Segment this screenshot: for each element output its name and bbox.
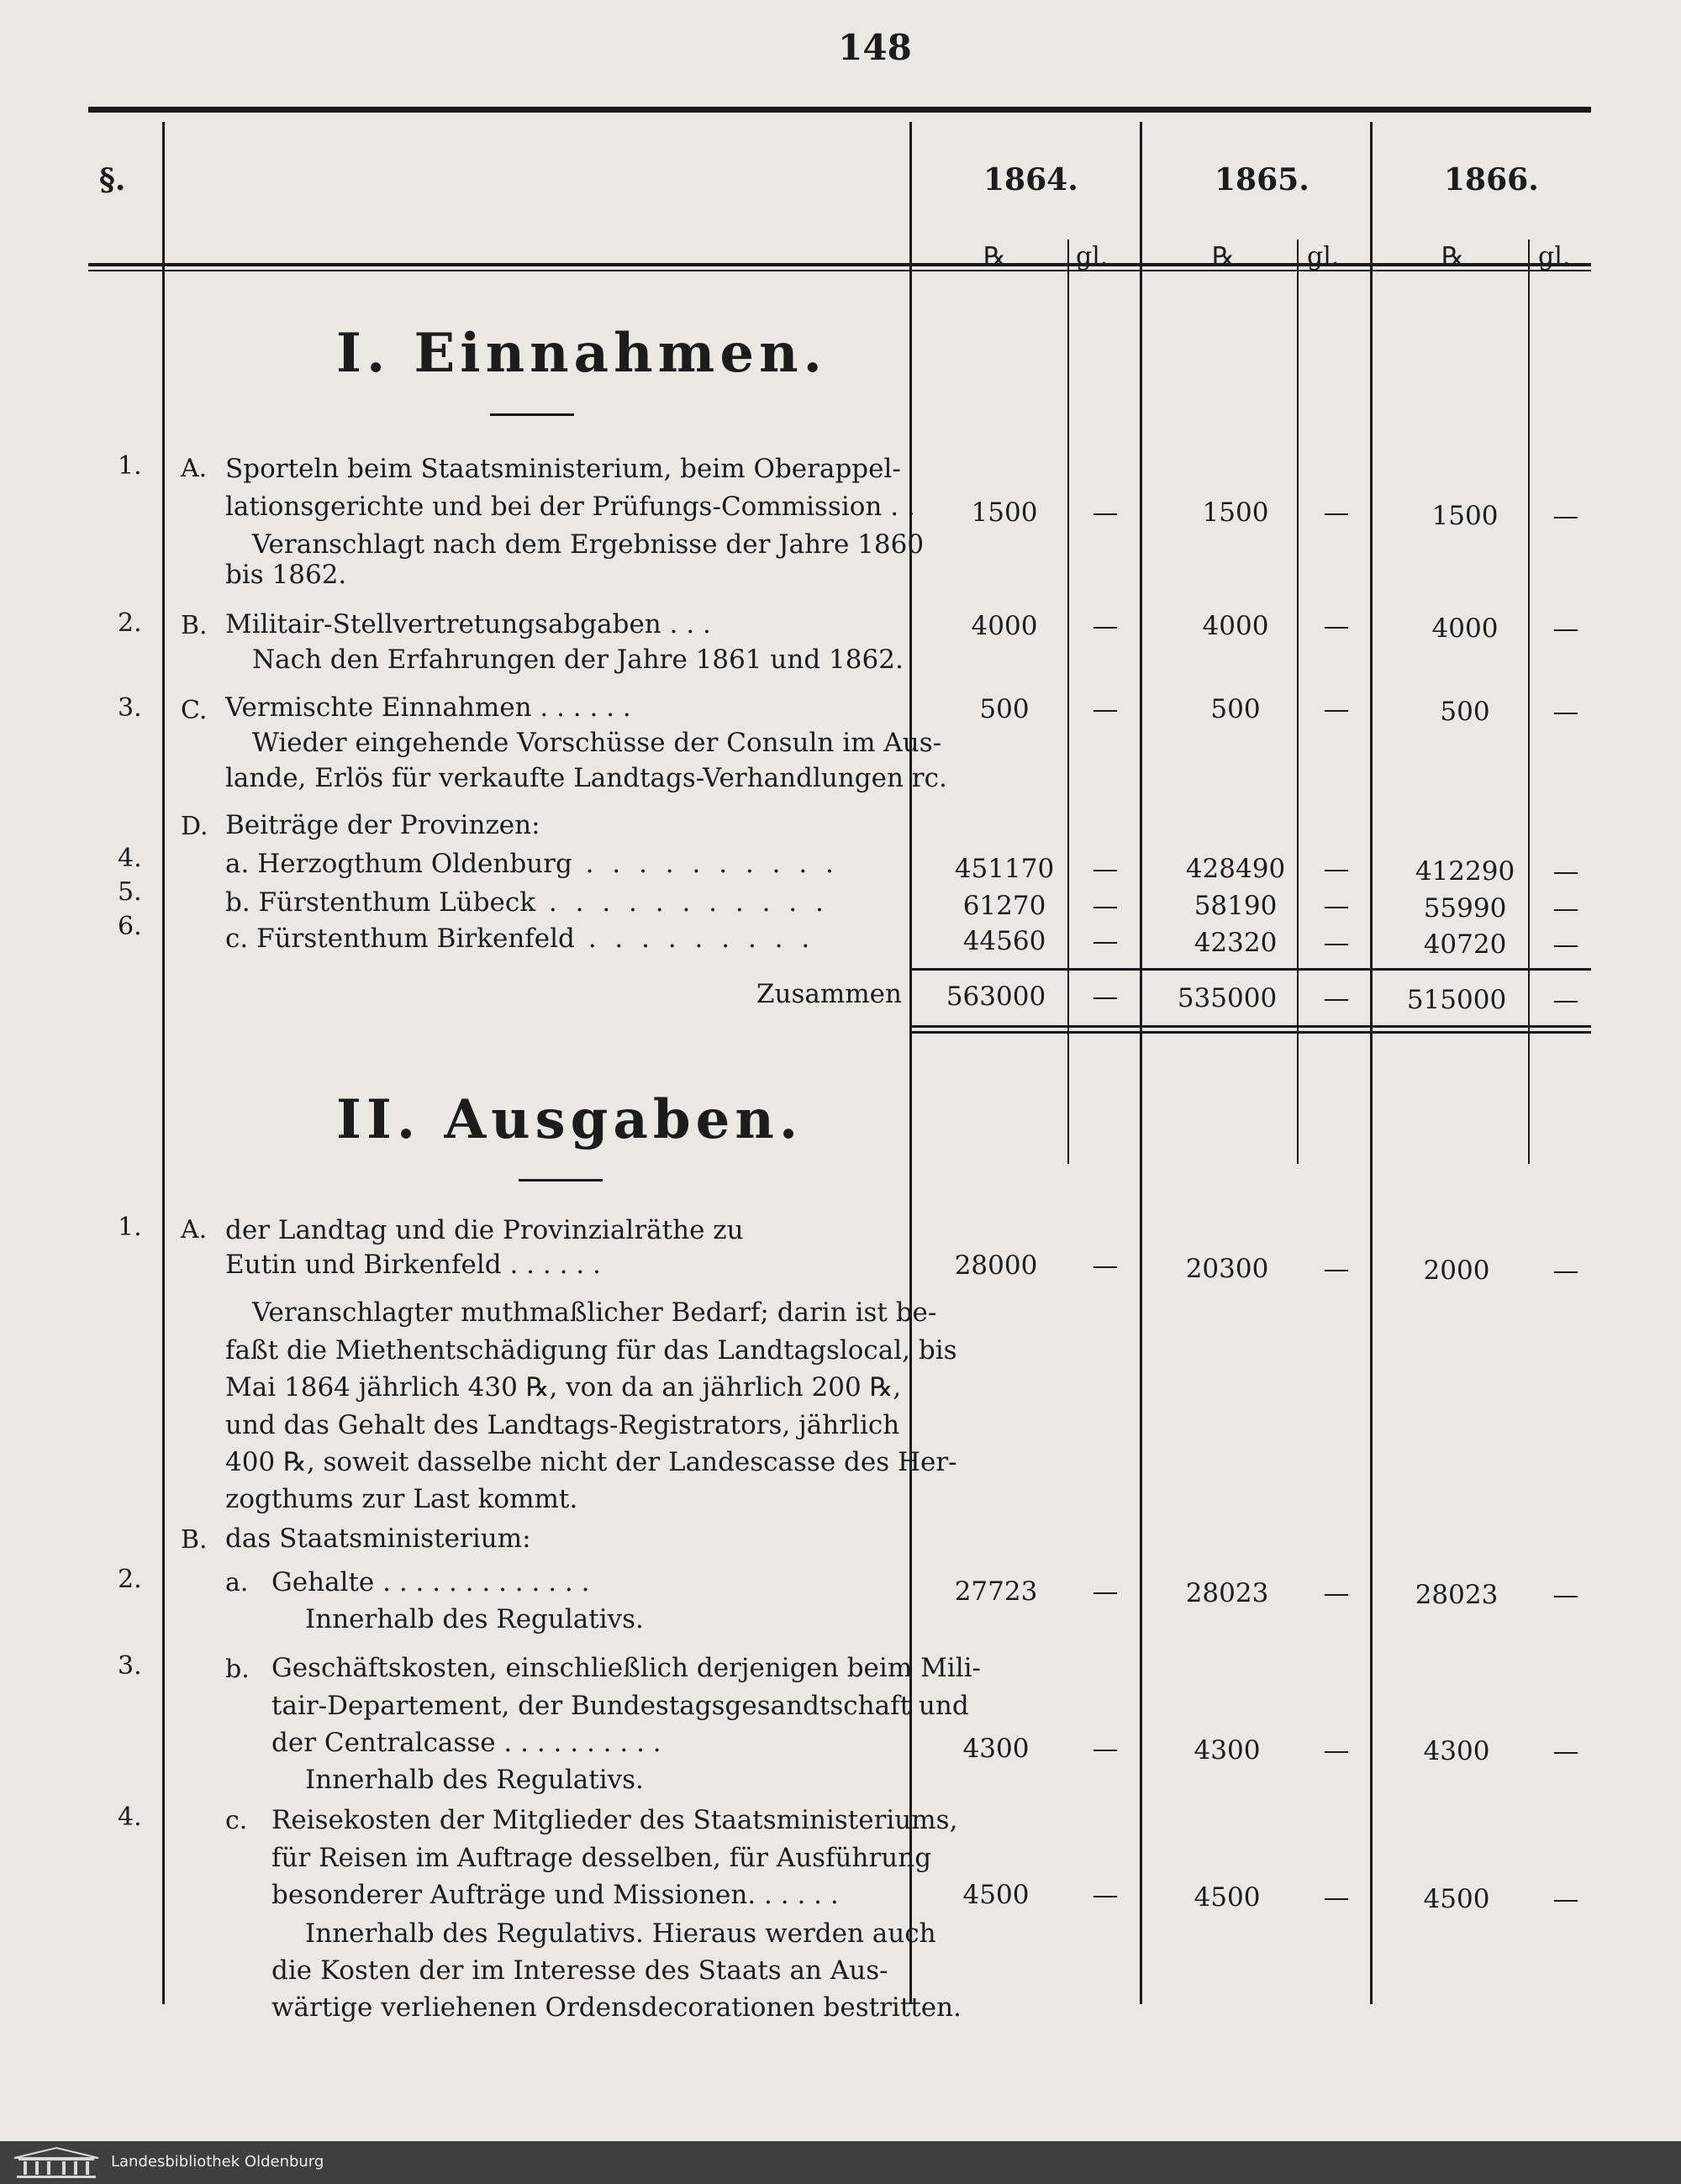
income-row-6-label: c. Fürstenthum Birkenfeld — [225, 924, 575, 954]
income-row-6-1864-gl: — — [1092, 926, 1119, 956]
income-row-3-line-2: Wieder eingehende Vorschüsse der Consuln im Aus- — [252, 728, 942, 758]
expense-row-1-line-5: Mai 1864 jährlich 430 ℞, von da an jährlich 200 ℞, — [225, 1372, 902, 1402]
expense-row-4-1866: 4500 — [1423, 1884, 1490, 1914]
income-row-4-1864-gl: — — [1092, 854, 1119, 884]
income-row-3-1865: 500 — [1210, 694, 1261, 724]
expense-row-2-1866-gl: — — [1552, 1580, 1579, 1610]
income-row-1-num: 1. — [118, 451, 142, 481]
income-row-1-line-1: Sporteln beim Staatsministerium, beim Oberappel- — [225, 454, 901, 484]
header-bottom-rule-2 — [88, 270, 1591, 271]
income-row-3-line-3: lande, Erlös für verkaufte Landtags-Verhandlungen rc. — [225, 763, 947, 793]
income-row-2-1866-gl: — — [1552, 613, 1579, 644]
expense-row-2-1866: 28023 — [1415, 1580, 1499, 1610]
income-row-1-1866: 1500 — [1431, 501, 1499, 531]
footer-bar — [0, 2141, 1681, 2184]
expense-row-1-1864: 28000 — [954, 1250, 1038, 1281]
expense-row-4-line-2: für Reisen im Auftrage desselben, für Ausführung — [271, 1843, 932, 1873]
income-row-6-1865: 42320 — [1194, 928, 1278, 958]
expense-row-3-1864-gl: — — [1092, 1734, 1119, 1764]
expense-row-2-num: 2. — [118, 1565, 142, 1594]
income-row-5-1864-gl: — — [1092, 891, 1119, 921]
unit-groschen-1864: gl. — [1076, 242, 1109, 271]
expense-row-2-1864: 27723 — [954, 1576, 1038, 1607]
unit-currency-1866: ℞ — [1441, 242, 1464, 271]
unit-currency-1864: ℞ — [983, 242, 1006, 271]
income-row-5-1866-gl: — — [1552, 893, 1579, 924]
income-row-5-line-1 — [225, 885, 829, 920]
expense-row-4-1864-gl: — — [1092, 1880, 1119, 1910]
expense-row-4-line-1: Reisekosten der Mitglieder des Staatsministeriums, — [271, 1805, 958, 1835]
expense-row-b-line-1: das Staatsministerium: — [225, 1524, 531, 1554]
expense-row-3-line-2: tair-Departement, der Bundestagsgesandtschaft und — [271, 1691, 969, 1721]
expense-row-4-1866-gl: — — [1552, 1884, 1579, 1914]
header-top-rule — [88, 107, 1591, 113]
expenses-heading-rule — [519, 1179, 603, 1181]
col-rule-1865 — [1140, 122, 1142, 2004]
income-row-1-1866-gl: — — [1552, 501, 1579, 531]
expense-row-4-line-5: die Kosten der im Interesse des Staats an Aus- — [271, 1955, 888, 1986]
expense-row-1-1864-gl: — — [1092, 1250, 1119, 1281]
income-total-label: Zusammen — [756, 979, 902, 1009]
income-row-4-1866: 412290 — [1415, 856, 1515, 887]
expense-row-4-line-4: Innerhalb des Regulativs. Hieraus werden auch — [305, 1918, 936, 1949]
income-total-1864-gl: — — [1092, 981, 1119, 1012]
income-row-3-1865-gl: — — [1323, 694, 1350, 724]
unit-groschen-1866: gl. — [1538, 242, 1571, 271]
income-row-6-line-1 — [225, 921, 814, 956]
income-row-5-num: 5. — [118, 877, 142, 907]
expense-row-3-num: 3. — [118, 1651, 142, 1681]
col-rule-section — [162, 122, 165, 2004]
totals-bottom-rule-1 — [909, 1025, 1591, 1028]
income-row-6-1866: 40720 — [1423, 929, 1507, 960]
expense-row-1-line-6: und das Gehalt des Landtags-Registrators, jährlich — [225, 1410, 900, 1440]
income-row-5-1865-gl: — — [1323, 891, 1350, 921]
income-row-2-line-2: Nach den Erfahrungen der Jahre 1861 und 1862. — [252, 645, 904, 675]
page-number: 148 — [838, 27, 912, 68]
expense-row-4-line-3: besonderer Aufträge und Missionen. . . . . . — [271, 1880, 839, 1910]
income-row-3-num: 3. — [118, 693, 142, 723]
expense-row-1-line-7: 400 ℞, soweit dasselbe nicht der Landescasse des Her- — [225, 1447, 957, 1477]
income-row-6-1866-gl: — — [1552, 929, 1579, 960]
expense-row-4-num: 4. — [118, 1802, 142, 1832]
expense-row-1-1865-gl: — — [1323, 1254, 1350, 1284]
totals-bottom-rule-2 — [909, 1031, 1591, 1034]
income-row-2-1865: 4000 — [1202, 611, 1269, 641]
income-row-1-line-2: lationsgerichte und bei der Prüfungs-Commission . . — [225, 492, 915, 522]
expense-row-3-1866: 4300 — [1423, 1736, 1490, 1766]
income-row-3-letter: C. — [181, 696, 208, 725]
income-row-2-1864-gl: — — [1092, 611, 1119, 641]
section-label: §. — [99, 162, 126, 197]
income-row-2-num: 2. — [118, 608, 142, 638]
income-row-4-label: a. Herzogthum Oldenburg — [225, 849, 572, 879]
expense-row-1-line-8: zogthums zur Last kommt. — [225, 1484, 578, 1514]
income-row-1-1865: 1500 — [1202, 497, 1269, 528]
income-total-1865: 535000 — [1177, 983, 1278, 1013]
income-row-5-1865: 58190 — [1194, 891, 1278, 921]
expense-row-2-1864-gl: — — [1092, 1576, 1119, 1607]
expense-row-1-line-3: Veranschlagter muthmaßlicher Bedarf; darin ist be- — [252, 1297, 937, 1328]
income-row-d-letter: D. — [181, 812, 208, 841]
income-row-6-1864: 44560 — [962, 926, 1046, 956]
expense-row-2-1865-gl: — — [1323, 1578, 1350, 1608]
expense-row-2-letter: a. — [225, 1568, 249, 1597]
expense-row-4-1865-gl: — — [1323, 1882, 1350, 1913]
year-1866: 1866. — [1444, 162, 1539, 197]
col-rule-1866 — [1370, 122, 1373, 2004]
income-row-5-1866: 55990 — [1423, 893, 1507, 924]
income-total-1866: 515000 — [1406, 985, 1507, 1015]
expense-row-4-letter: c. — [225, 1806, 248, 1835]
year-1865: 1865. — [1215, 162, 1309, 197]
income-row-2-1864: 4000 — [971, 611, 1038, 641]
income-row-2-letter: B. — [181, 611, 208, 640]
year-1864: 1864. — [983, 162, 1078, 197]
income-heading: I. Einnahmen. — [336, 322, 827, 385]
income-row-4-num: 4. — [118, 844, 142, 873]
income-row-1-letter: A. — [181, 454, 208, 483]
expense-row-3-1865-gl: — — [1323, 1735, 1350, 1766]
income-total-1864: 563000 — [946, 981, 1046, 1012]
expense-row-2-1865: 28023 — [1185, 1578, 1269, 1608]
expense-row-4-line-6: wärtige verliehenen Ordensdecorationen bestritten. — [271, 1992, 962, 2023]
expense-row-4-1865: 4500 — [1194, 1882, 1261, 1913]
income-row-4-1865-gl: — — [1323, 854, 1350, 884]
income-total-1866-gl: — — [1552, 985, 1579, 1015]
income-row-3-1866-gl: — — [1552, 697, 1579, 727]
header-bottom-rule-1 — [88, 263, 1591, 266]
expense-row-2-line-1: Gehalte . . . . . . . . . . . . . — [271, 1567, 590, 1597]
footer-library-name: Landesbibliothek Oldenburg — [111, 2153, 324, 2171]
income-row-2-1865-gl: — — [1323, 611, 1350, 641]
income-row-1-1865-gl: — — [1323, 497, 1350, 528]
income-row-6-num: 6. — [118, 912, 142, 941]
income-row-3-1864: 500 — [979, 694, 1030, 724]
expense-row-3-1866-gl: — — [1552, 1736, 1579, 1766]
income-row-4-1866-gl: — — [1552, 856, 1579, 887]
income-row-1-1864: 1500 — [971, 497, 1038, 528]
expense-row-3-line-1: Geschäftskosten, einschließlich derjenigen beim Mili- — [271, 1653, 982, 1683]
income-row-5-label: b. Fürstenthum Lübeck — [225, 887, 536, 918]
income-row-4-1865: 428490 — [1185, 854, 1286, 884]
expense-row-2-line-2: Innerhalb des Regulativs. — [305, 1604, 644, 1634]
expenses-heading: II. Ausgaben. — [336, 1088, 804, 1151]
totals-top-rule — [909, 968, 1591, 971]
income-row-6-1865-gl: — — [1323, 928, 1350, 958]
library-building-icon — [10, 2146, 103, 2180]
expense-row-3-line-3: der Centralcasse . . . . . . . . . . — [271, 1728, 661, 1758]
income-row-3-1866: 500 — [1440, 697, 1490, 727]
income-row-4-dots: . . . . . . . . . . — [572, 849, 839, 879]
income-row-5-1864: 61270 — [962, 891, 1046, 921]
expense-row-1-line-2: Eutin und Birkenfeld . . . . . . — [225, 1250, 601, 1280]
income-row-2-1866: 4000 — [1431, 613, 1499, 644]
expense-row-b-letter: B. — [181, 1525, 208, 1555]
income-row-4-1864: 451170 — [954, 854, 1055, 884]
expense-row-1-letter: A. — [181, 1215, 208, 1245]
income-row-1-line-3: Veranschlagt nach dem Ergebnisse der Jahre 1860 — [252, 529, 925, 560]
expense-row-3-1864: 4300 — [962, 1734, 1030, 1764]
income-row-1-1864-gl: — — [1092, 497, 1119, 528]
income-heading-rule — [490, 413, 574, 416]
expense-row-1-1866-gl: — — [1552, 1255, 1579, 1286]
expense-row-1-line-1: der Landtag und die Provinzialräthe zu — [225, 1215, 744, 1245]
income-row-2-line-1: Militair-Stellvertretungsabgaben . . . — [225, 609, 711, 639]
expense-row-1-line-4: faßt die Miethentschädigung für das Landtagslocal, bis — [225, 1335, 957, 1366]
income-row-3-1864-gl: — — [1092, 694, 1119, 724]
income-total-1865-gl: — — [1323, 983, 1350, 1013]
income-row-5-dots: . . . . . . . . . . . — [535, 887, 829, 918]
unit-groschen-1865: gl. — [1307, 242, 1340, 271]
income-row-1-line-4: bis 1862. — [225, 560, 347, 590]
expense-row-3-letter: b. — [225, 1655, 250, 1684]
expense-row-1-1866: 2000 — [1423, 1255, 1490, 1286]
expense-row-1-1865: 20300 — [1185, 1254, 1269, 1284]
income-row-6-dots: . . . . . . . . . — [574, 924, 815, 954]
expense-row-4-1864: 4500 — [962, 1880, 1030, 1910]
expense-row-3-1865: 4300 — [1194, 1735, 1261, 1766]
income-row-3-line-1: Vermischte Einnahmen . . . . . . — [225, 692, 631, 723]
expense-row-1-num: 1. — [118, 1213, 142, 1242]
unit-currency-1865: ℞ — [1212, 242, 1235, 271]
income-row-4-line-1 — [225, 846, 839, 881]
income-row-d-line-1: Beiträge der Provinzen: — [225, 810, 540, 840]
expense-row-3-line-4: Innerhalb des Regulativs. — [305, 1765, 644, 1795]
